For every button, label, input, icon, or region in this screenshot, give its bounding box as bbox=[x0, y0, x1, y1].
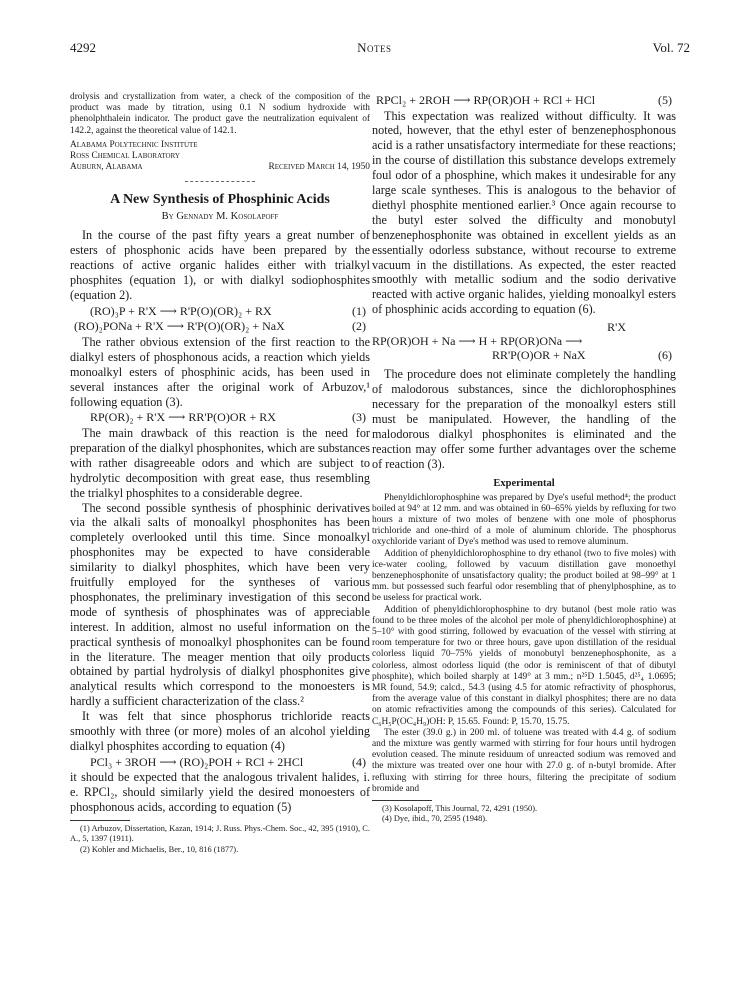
separator-rule bbox=[185, 181, 255, 182]
experimental-paragraph: The ester (39.0 g.) in 200 ml. of toluene was treated with 4.4 g. of sodium and the mixture was gently warmed with stirring for four hours until hydrogen evolution ceased. The minute residuum of unreacted sodium was removed and the mixture was treated over one hour with 27.0 g. of n-butyl bromide. After refluxing with stirring for three hours, filtering the precipitate of sodium bromide and bbox=[372, 727, 676, 794]
equation-text: RPCl₂ + 2ROH ⟶ RP(OR)OH + RCl + HCl bbox=[376, 93, 596, 107]
experimental-paragraph: Addition of phenyldichlorophosphine to dry ethanol (two to five moles) with ice-water cooling, followed by vacuum distillation gave monoethyl benzenephosphonite of unsatisfactory quality; the product boiled at 98–99° at 1 mm. but possessed such fearful odor resembling that of phenylphosphine, as to be useless for practical work. bbox=[372, 548, 676, 604]
author-byline: By Gennady M. Kosolapoff bbox=[161, 211, 279, 223]
equation-4 bbox=[70, 755, 370, 770]
paragraph: In the course of the past fifty years a great number of esters of phosphonic acids have been prepared by the reactions of active organic halides either with trialkyl phosphites (equation 1), or with dialkyl sodiophosphites (equation 2). bbox=[70, 228, 370, 303]
equation-6 bbox=[372, 320, 676, 362]
footnote-rule bbox=[372, 800, 432, 801]
equation-number: (4) bbox=[352, 754, 366, 769]
equation-1 bbox=[70, 304, 370, 319]
paragraph: The second possible synthesis of phosphinic derivatives via the alkali salts of monoalkyl phosphonites has been completely overlooked until this time. Since monoalkyl phosphonites may be expected to have considerable similarity to dialkyl phosphites, which have been very fruitfully employed for the syntheses of various phosphonates, the preliminary investigation of this second mode of synthesis of phosphinates was of appreciable interest. In addition, almost no useful information on the practical synthesis of monoalkyl phosphonites can be found in the literature. The meager mention that oily products obtained by partial hydrolysis of dialkyl phosphonites give analytical results which correspond to the monoesters is hardly a sufficient characterization of the class.² bbox=[70, 500, 370, 709]
section-heading: Experimental bbox=[493, 477, 555, 489]
page-number: 4292 bbox=[70, 40, 96, 55]
equation-number: (5) bbox=[658, 93, 672, 107]
equation-number: (6) bbox=[658, 348, 672, 363]
paragraph: it should be expected that the analogous trivalent halides, i. e. RPCl₂, should similarly yield the desired monoesters of phosphonous acids, according to equation (5) bbox=[70, 770, 370, 815]
equation-5 bbox=[372, 93, 676, 108]
footnote: (4) Dye, ibid., 70, 2595 (1948). bbox=[382, 814, 488, 824]
footnote: (3) Kosolapoff, This Journal, 72, 4291 (1950). bbox=[382, 804, 538, 814]
paragraph: The rather obvious extension of the first reaction to the dialkyl esters of phosphonous acids, a reaction which yields monoalkyl esters of phosphinic acids, has been used in several instances after the original work of Arbuzov,¹ following equation (3). bbox=[70, 334, 370, 409]
equation-text: RP(OR)₂ + R'X ⟶ RR'P(O)OR + RX bbox=[90, 410, 276, 425]
affiliation-line: Ross Chemical Laboratory bbox=[70, 151, 180, 162]
equation-text: (RO)₂PONa + R'X ⟶ R'P(O)(OR)₂ + NaX bbox=[74, 319, 285, 334]
running-title: Notes bbox=[357, 40, 392, 55]
equation-text: (RO)₃P + R'X ⟶ R'P(O)(OR)₂ + RX bbox=[90, 303, 272, 318]
equation-number: (1) bbox=[352, 303, 366, 318]
left-column bbox=[70, 92, 370, 855]
affiliation-line: Auburn, Alabama bbox=[70, 162, 143, 173]
equation-text: RP(OR)OH + Na ⟶ H + RP(OR)ONa ⟶ bbox=[372, 334, 583, 349]
footnote: (1) Arbuzov, Dissertation, Kazan, 1914; J. Russ. Phys.-Chem. Soc., 42, 395 (1910), C. A., 5, 1397 (1911). bbox=[70, 824, 370, 844]
equation-number: (2) bbox=[352, 319, 366, 334]
right-column bbox=[372, 92, 676, 824]
affiliation-block bbox=[70, 140, 370, 174]
paragraph: It was felt that since phosphorus trichloride reacts smoothly with three (or more) moles of an alcohol yielding dialkyl phosphites according to equation (4) bbox=[70, 709, 370, 754]
footnote-rule bbox=[70, 820, 130, 821]
footnote: (2) Kohler and Michaelis, Ber., 10, 816 (1877). bbox=[80, 844, 239, 854]
paragraph: This expectation was realized without difficulty. It was noted, however, that the ethyl ester of benzenephosphonous acid is a rather unsatisfactory intermediate for these reactions; in the course of distillation this substance develops extremely foul odor of a phosphine, which makes it undesirable for any large scale syntheses. This is analogous to the behavior of diethyl phosphite mentioned earlier.³ Once again recourse to the butyl ester solved the difficulty and monobutyl benzenephosphonite was obtained in excellent yields as an essentially odorless substance, without recourse to extreme vacuum in the distillations. As expected, the ester reacted smoothly with metallic sodium and the sodio derivative reacted with active organic halides, yielding monoalkyl esters of phosphinic acids according to equation (6). bbox=[372, 108, 676, 317]
equation-number: (3) bbox=[352, 410, 366, 425]
equation-reagent: R'X bbox=[607, 320, 626, 335]
experimental-paragraph: Phenyldichlorophosphine was prepared by Dye's useful method⁴; the product boiled at 94° at 12 mm. and was obtained in 60–65% yields by refluxing for two hours a mixture of two moles of benzene with one mole of phosphorus trichloride and one-third of a mole of aluminum chloride. The phosphorus oxychloride variant of Dye's method was used to remove aluminum. bbox=[372, 492, 676, 548]
volume-label: Vol. 72 bbox=[652, 40, 690, 55]
paragraph: The procedure does not eliminate completely the handling of malodorous substances, since the dichlorophosphines necessary for the preparation of the monoalkyl esters still must be manipulated. However, the handling of the malodorous dialkyl phosphonites is eliminated and the reaction may offer some further advantages over the scheme of reaction (3). bbox=[372, 367, 676, 471]
equation-3 bbox=[70, 410, 370, 425]
affiliation-line: Alabama Polytechnic Institute bbox=[70, 139, 198, 150]
received-date: Received March 14, 1950 bbox=[268, 162, 370, 173]
experimental-paragraph: Addition of phenyldichlorophosphine to dry butanol (best mole ratio was found to be three moles of the alcohol per mole of phenyldichlorophosphine) at 5–10° with good stirring, followed by evacuation of the vessel with stirring at room temperature for two or three hours, gave upon distillation of the residual colorless liquid 70–75% yields of monobutyl benzenephosphonite, as a colorless, almost odorless liquid (the odor is reminiscent of that of dibutyl phosphite), which boiled sharply at 149° at 3 mm.; n²⁵D 1.5045, d²⁵₄ 1.0695; MR found, 54.9; calcd., 54.3 (using 4.5 for atomic refractivity of phosphorus, from the average value of this constant in dialkyl phosphites; there are no data on atomic refractivities among the compounds of this series). Calculated for C₆H₅P(OC₄H₉)OH: P, 15.65. Found: P, 15.70, 15.75. bbox=[372, 604, 676, 727]
page-header bbox=[70, 40, 690, 56]
equation-text: PCl₃ + 3ROH ⟶ (RO)₂POH + RCl + 2HCl bbox=[90, 754, 304, 769]
previous-article-ending: drolysis and crystallization from water, a check of the composition of the product was made by titration, using 0.1 N sodium hydroxide with phenolphthalein indicator. The product gave the neutralization equivalent of 142.2, against the theoretical value of 142.1. bbox=[70, 92, 370, 136]
article-title: A New Synthesis of Phosphinic Acids bbox=[110, 192, 330, 208]
paragraph: The main drawback of this reaction is the need for preparation of the dialkyl phosphonites, which are substances with rather disagreeable odors and which are subject to hydrolytic decomposition with great ease, thus resembling the trialkyl phosphites to a considerable degree. bbox=[70, 425, 370, 500]
equation-text: RR'P(O)OR + NaX bbox=[492, 348, 586, 363]
equation-2 bbox=[70, 319, 370, 334]
